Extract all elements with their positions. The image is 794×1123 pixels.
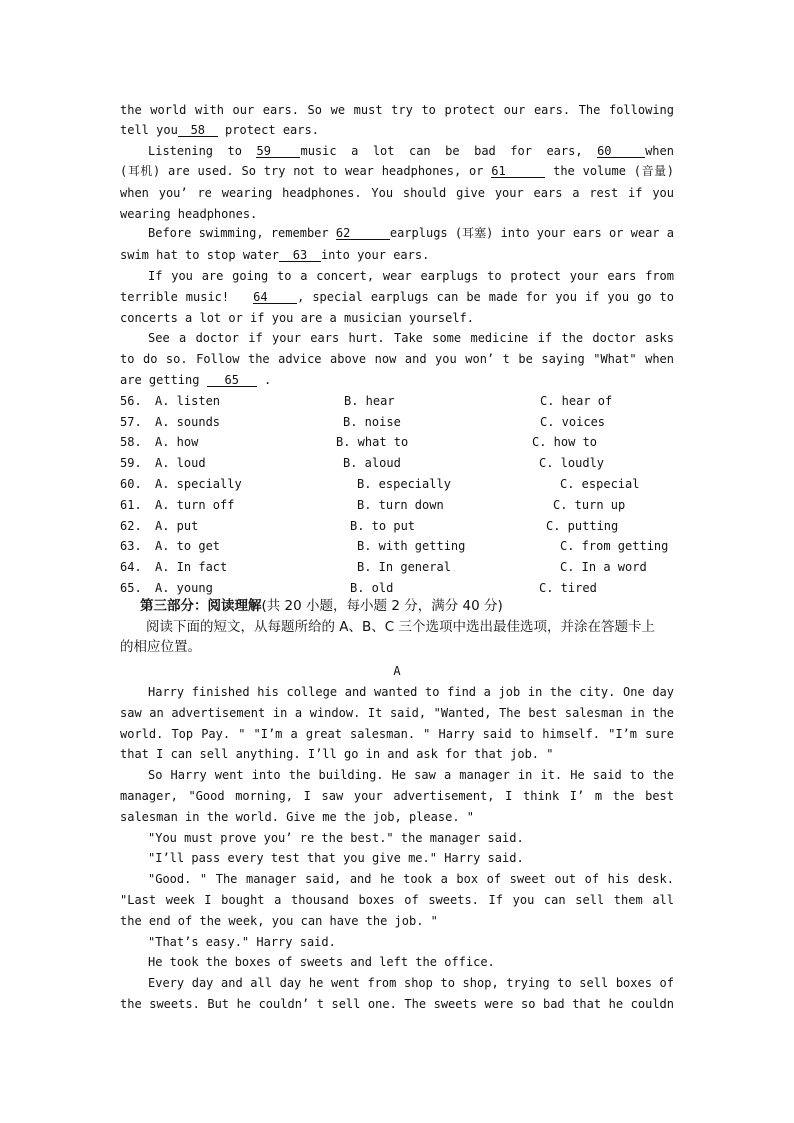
passage-line: See a doctor if your ears hurt. Take some medicine if the doctor asks bbox=[148, 331, 674, 345]
option-b: B. old bbox=[350, 581, 394, 595]
question-number: 59. bbox=[120, 456, 142, 470]
option-c: C. how to bbox=[532, 435, 598, 449]
reading-line: the sweets. But he couldn’ t sell one. The sweets were so bad that he couldn bbox=[120, 997, 674, 1011]
passage-line: are getting 65 . bbox=[120, 373, 272, 387]
option-a: A. listen bbox=[155, 394, 221, 408]
reading-line: Harry finished his college and wanted to find a job in the city. One day bbox=[148, 685, 674, 699]
section-instruction: 阅读下面的短文，从每题所给的 A、B、C 三个选项中选出最佳选项，并涂在答题卡上 bbox=[146, 619, 656, 635]
question-number: 60. bbox=[120, 477, 142, 491]
option-b: B. aloud bbox=[343, 456, 401, 470]
option-a: A. specially bbox=[155, 477, 242, 491]
passage-line: wearing headphones. bbox=[120, 207, 258, 221]
passage-line: (耳机) are used. So try not to wear headphones, or 61 the volume (音量) bbox=[120, 164, 674, 178]
passage-line: swim hat to stop water 63 into your ears. bbox=[120, 248, 430, 262]
reading-line: the end of the week, you can have the job. " bbox=[120, 914, 438, 928]
passage-line: Listening to 59 music a lot can be bad for ears, 60 when bbox=[148, 144, 674, 158]
option-c: C. hear of bbox=[540, 394, 613, 408]
reading-line: world. Top Pay. " "I’m a great salesman. " Harry said to himself. "I’m sure bbox=[120, 727, 674, 741]
option-c: C. In a word bbox=[560, 560, 647, 574]
passage-line: to do so. Follow the advice above now and you won’ t be saying "What" when bbox=[120, 352, 674, 366]
question-number: 57. bbox=[120, 415, 142, 429]
passage-line: concerts a lot or if you are a musician yourself. bbox=[120, 311, 475, 325]
passage-line: when you’ re wearing headphones. You should give your ears a rest if you bbox=[120, 186, 674, 200]
option-a: A. loud bbox=[155, 456, 206, 470]
question-number: 56. bbox=[120, 394, 142, 408]
option-a: A. put bbox=[155, 519, 199, 533]
option-b: B. with getting bbox=[357, 539, 466, 553]
blank-59: 59 bbox=[256, 145, 300, 158]
option-b: B. turn down bbox=[357, 498, 444, 512]
reading-line: saw an advertisement in a window. It said, "Wanted, The best salesman in the bbox=[120, 706, 674, 720]
reading-line: So Harry went into the building. He saw a manager in it. He said to the bbox=[148, 768, 674, 782]
reading-heading: A bbox=[393, 664, 401, 678]
question-number: 61. bbox=[120, 498, 142, 512]
option-c: C. especial bbox=[560, 477, 640, 491]
passage-line: tell you 58 protect ears. bbox=[120, 123, 319, 137]
option-c: C. voices bbox=[540, 415, 606, 429]
option-b: B. In general bbox=[357, 560, 451, 574]
option-b: B. hear bbox=[344, 394, 395, 408]
blank-64: 64 bbox=[253, 291, 297, 304]
blank-58: 58 bbox=[178, 124, 218, 137]
option-a: A. how bbox=[155, 435, 199, 449]
reading-line: manager, "Good morning, I saw your advertisement, I think I’ m the best bbox=[120, 789, 674, 803]
blank-62: 62 bbox=[336, 227, 390, 240]
reading-line: "I’ll pass every test that you give me." Harry said. bbox=[148, 851, 524, 865]
blank-61: 61 bbox=[491, 165, 545, 178]
question-number: 62. bbox=[120, 519, 142, 533]
reading-line: "Good. " The manager said, and he took a box of sweet out of his desk. bbox=[148, 872, 674, 886]
reading-line: "Last week I bought a thousand boxes of sweets. If you can sell them all bbox=[120, 893, 674, 907]
question-number: 64. bbox=[120, 560, 142, 574]
blank-60: 60 bbox=[597, 145, 645, 158]
option-b: B. noise bbox=[343, 415, 401, 429]
passage-line: the world with our ears. So we must try to protect our ears. The following bbox=[120, 103, 674, 117]
option-a: A. In fact bbox=[155, 560, 228, 574]
reading-line: "That’s easy." Harry said. bbox=[148, 935, 336, 949]
reading-line: He took the boxes of sweets and left the office. bbox=[148, 955, 495, 969]
reading-line: "You must prove you’ re the best." the manager said. bbox=[148, 831, 524, 845]
option-a: A. sounds bbox=[155, 415, 221, 429]
reading-line: Every day and all day he went from shop to shop, trying to sell boxes of bbox=[148, 976, 674, 990]
blank-63: 63 bbox=[279, 249, 321, 262]
option-c: C. turn up bbox=[553, 498, 626, 512]
question-number: 58. bbox=[120, 435, 142, 449]
option-c: C. putting bbox=[546, 519, 619, 533]
blank-65: 65 bbox=[207, 374, 257, 387]
option-b: B. especially bbox=[357, 477, 451, 491]
option-b: B. to put bbox=[350, 519, 416, 533]
option-c: C. loudly bbox=[539, 456, 605, 470]
option-c: C. from getting bbox=[560, 539, 669, 553]
reading-line: that I can sell anything. I’ll go in and ask for that job. " bbox=[120, 747, 554, 761]
question-number: 63. bbox=[120, 539, 142, 553]
option-c: C. tired bbox=[539, 581, 597, 595]
passage-line: If you are going to a concert, wear earplugs to protect your ears from bbox=[148, 269, 674, 283]
section-instruction: 的相应位置。 bbox=[120, 639, 201, 655]
passage-line: terrible music! 64 , special earplugs can be made for you if you go to bbox=[120, 290, 674, 304]
reading-line: salesman in the world. Give me the job, please. " bbox=[120, 810, 475, 824]
option-a: A. young bbox=[155, 581, 213, 595]
passage-line: Before swimming, remember 62 earplugs (耳塞) into your ears or wear a bbox=[148, 226, 674, 240]
option-b: B. what to bbox=[336, 435, 409, 449]
section-title: 第三部分：阅读理解(共 20 小题，每小题 2 分，满分 40 分) bbox=[140, 598, 503, 614]
option-a: A. turn off bbox=[155, 498, 235, 512]
option-a: A. to get bbox=[155, 539, 221, 553]
question-number: 65. bbox=[120, 581, 142, 595]
